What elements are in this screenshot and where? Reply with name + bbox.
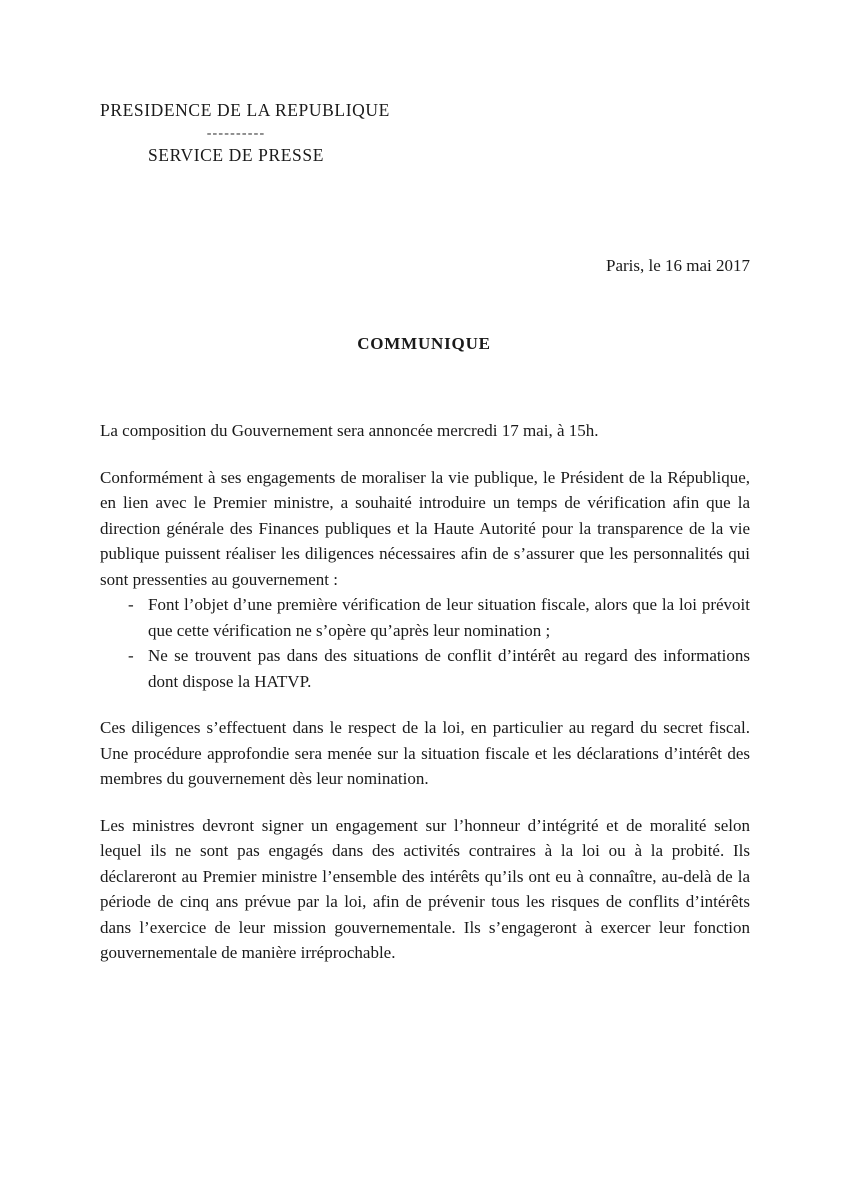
verification-list (100, 592, 750, 694)
list-item-marker: - (128, 595, 134, 614)
list-item-text: Font l’objet d’une première vérification de leur situation fiscale, alors que la loi prévoit que cette vérification ne s’opère qu’après leur nomination ; (148, 595, 750, 640)
list-item-marker: - (128, 646, 134, 665)
letterhead-institution: PRESIDENCE DE LA REPUBLIQUE (100, 100, 390, 120)
body-paragraph-3: Ces diligences s’effectuent dans le respect de la loi, en particulier au regard du secret fiscal. Une procédure approfondie sera menée sur la situation fiscale et les déclarations d’intérêt des membres du gouvernement dès leur nomination. (100, 718, 750, 788)
body-paragraph-1: La composition du Gouvernement sera annoncée mercredi 17 mai, à 15h. (100, 421, 599, 440)
document-title: COMMUNIQUE (357, 334, 491, 353)
body-paragraph-4: Les ministres devront signer un engagement sur l’honneur d’intégrité et de moralité selon lequel ils ne sont pas engagés dans des activités contraires à la loi ou à la probité. Ils déclareront au Premier ministre l’ensemble des intérêts qu’ils ont eu à connaître, au-delà de la période de cinq ans prévue par la loi, afin de prévenir tous les risques de conflits d’intérêts dans l’exercice de leur mission gouvernementale. Ils s’engageront à exercer leur fonction gouvernementale de manière irréprochable. (100, 815, 750, 962)
list-item (100, 592, 750, 643)
letterhead (100, 100, 390, 166)
letterhead-separator: ---------- (206, 126, 266, 141)
list-item (100, 643, 750, 694)
document-body (100, 418, 750, 987)
letterhead-department: SERVICE DE PRESSE (147, 145, 325, 165)
list-item-text: Ne se trouvent pas dans des situations de conflit d’intérêt au regard des informations dont dispose la HATVP. (148, 646, 750, 691)
body-paragraph-2: Conformément à ses engagements de moraliser la vie publique, le Président de la République, en lien avec le Premier ministre, a souhaité introduire un temps de vérification afin que la direction générale des Finances publiques et la Haute Autorité pour la transparence de la vie publique puissent réaliser les diligences nécessaires afin de s’assurer que les personnalités qui sont pressenties au gouvernement : (100, 467, 750, 589)
dateline: Paris, le 16 mai 2017 (605, 256, 750, 275)
